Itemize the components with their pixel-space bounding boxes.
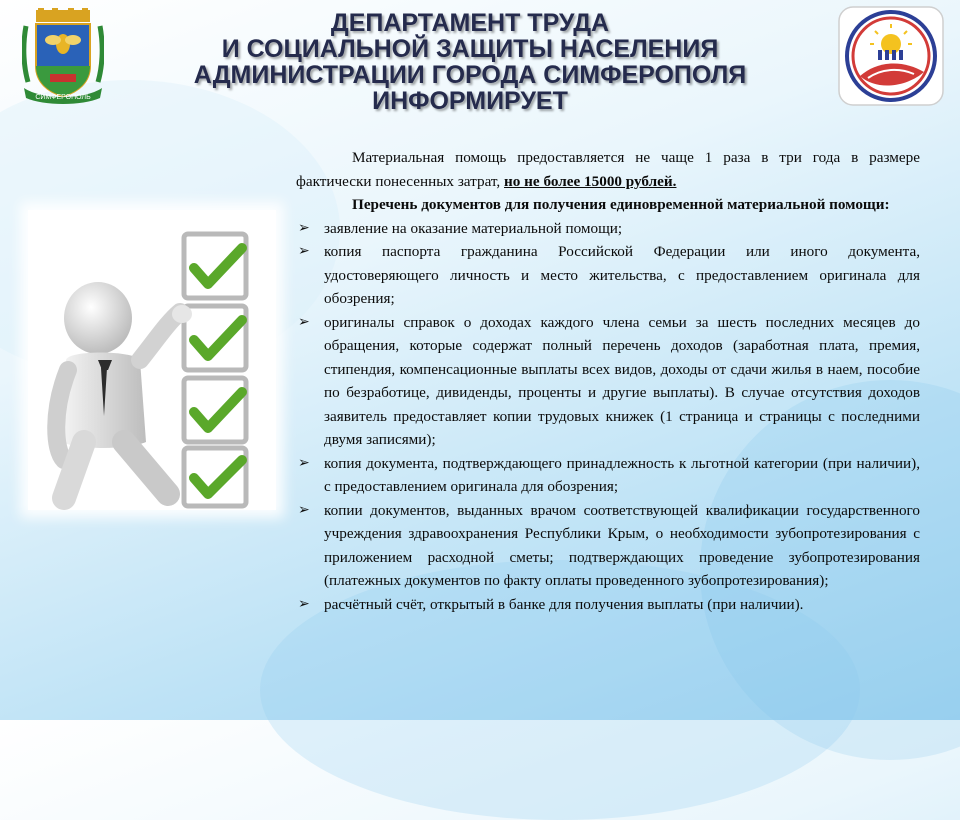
arrow-bullet-icon: ➢	[298, 595, 310, 612]
list-item-text: оригиналы справок о доходах каждого члена семьи за шесть последних месяцев до обращения, которые содержат полный перечень доходов (заработная плата, премия, стипендия, компенсационные выплаты всех видов, доходы от сдачи жилья в наем, пособие по безработице, дивиденды, проценты и другие выплаты). В случае отсутствия доходов заявитель предоставляет копии трудовых книжек (1 страница и страницы с последними двумя записями);	[324, 313, 920, 448]
simferopol-emblem-icon	[22, 8, 104, 106]
department-logo-icon	[838, 6, 944, 106]
intro-text: Материальная помощь предоставляется не чаще 1 раза в три года в размере фактически понесенных затрат,	[296, 149, 920, 190]
emblem-ribbon-text: СИМФЕРОПОЛЬ	[35, 94, 91, 101]
list-item-text: расчётный счёт, открытый в банке для получения выплаты (при наличии).	[324, 595, 804, 613]
list-item	[296, 217, 920, 241]
person-figure	[56, 282, 192, 498]
list-item	[296, 311, 920, 452]
title-line: ИНФОРМИРУЕТ	[372, 87, 568, 115]
title-line: ДЕПАРТАМЕНТ ТРУДА	[330, 9, 610, 37]
person-checklist-icon	[28, 210, 276, 510]
intro-emphasis: но не более 15000 рублей.	[504, 172, 677, 190]
list-item	[296, 499, 920, 593]
arrow-bullet-icon: ➢	[298, 243, 310, 259]
arrow-bullet-icon: ➢	[298, 219, 310, 236]
page-title	[150, 10, 790, 114]
arrow-bullet-icon: ➢	[298, 501, 310, 518]
title-line: АДМИНИСТРАЦИИ ГОРОДА СИМФЕРОПОЛЯ	[193, 61, 747, 89]
list-item	[296, 452, 920, 499]
documents-list	[296, 217, 920, 617]
arrow-bullet-icon: ➢	[298, 313, 310, 330]
list-item-text: копия документа, подтверждающего принадлежность к льготной категории (при наличии), с предоставлением оригинала для обозрения;	[324, 454, 920, 495]
list-item	[296, 240, 920, 311]
checkbox-column	[184, 234, 246, 506]
title-line: И СОЦИАЛЬНОЙ ЗАЩИТЫ НАСЕЛЕНИЯ	[221, 35, 719, 63]
main-text	[296, 146, 920, 616]
intro-paragraph	[296, 146, 920, 193]
list-item-text: заявление на оказание материальной помощи;	[324, 219, 623, 237]
list-item-text: копии документов, выданных врачом соответствующей квалификации государственного учреждения здравоохранения Республики Крым, о необходимости зубопротезирования с приложением расходной сметы; подтверждающих проведение зубопротезирования (платежных документов по факту оплаты проведенного зубопротезирования);	[324, 501, 920, 589]
list-heading: Перечень документов для получения единовременной материальной помощи:	[352, 196, 890, 213]
arrow-bullet-icon: ➢	[298, 454, 310, 471]
checklist-illustration	[28, 210, 276, 510]
list-item-text: копия паспорта гражданина Российской Федерации или иного документа, удостоверяющего личность и место жительства, с предоставлением оригинала для обозрения;	[324, 243, 920, 307]
list-item	[296, 593, 920, 617]
